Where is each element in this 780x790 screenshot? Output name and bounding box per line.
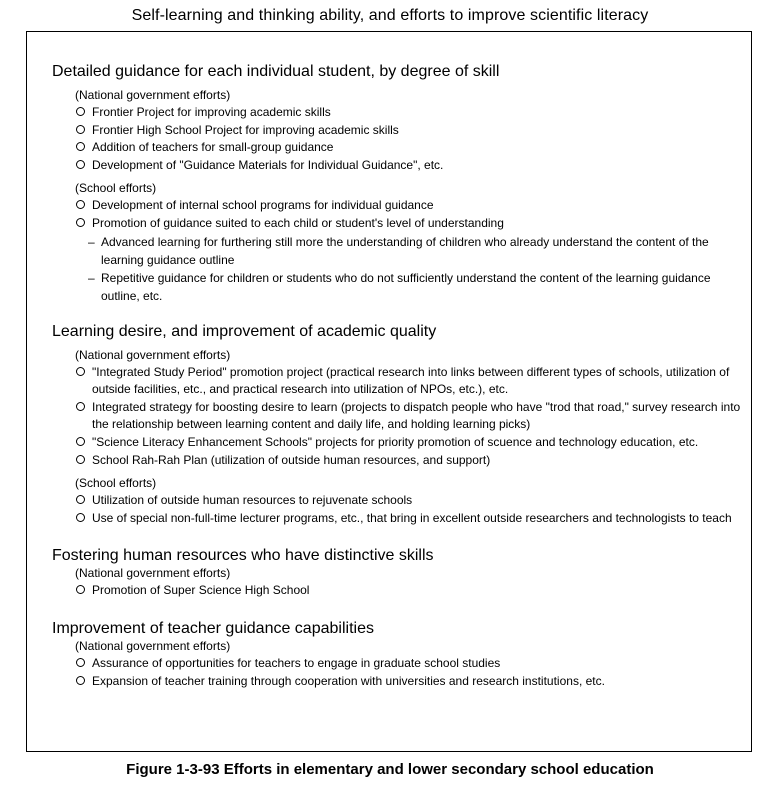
list-item: Addition of teachers for small-group guidance (52, 139, 752, 157)
section-heading: Fostering human resources who have distinctive skills (52, 547, 434, 565)
section-human-resources (52, 547, 752, 600)
circle-bullet-icon (76, 513, 85, 522)
circle-bullet-icon (76, 437, 85, 446)
list-item: Expansion of teacher training through cooperation with universities and research institutions, etc. (52, 673, 752, 691)
sub-list-item: – Repetitive guidance for children or students who do not sufficiently understand the content of the learning guidance outline, etc. (88, 270, 711, 303)
dash-bullet-icon: – (88, 270, 95, 285)
section-teacher-guidance (52, 620, 752, 690)
circle-bullet-icon (76, 200, 85, 209)
circle-bullet-icon (76, 107, 85, 116)
circle-bullet-icon (76, 160, 85, 169)
list-item: "Integrated Study Period" promotion project (practical research into links between different types of schools, utilization of outside facilities, etc., and practical research into utilization of NPOs, etc.), etc. (52, 364, 752, 399)
section-heading: Improvement of teacher guidance capabilities (52, 619, 374, 637)
group-label: (School efforts) (75, 181, 157, 196)
group-label: (National government efforts) (75, 566, 231, 581)
list-item: Frontier High School Project for improving academic skills (52, 122, 752, 140)
group-label: (National government efforts) (75, 638, 231, 653)
list-item: "Science Literacy Enhancement Schools" projects for priority promotion of scuence and technology education, etc. (52, 434, 752, 452)
section-skill-guidance (52, 63, 752, 305)
list-item: Promotion of Super Science High School (52, 582, 752, 600)
content (52, 63, 752, 690)
circle-bullet-icon (76, 495, 85, 504)
list-item: School Rah-Rah Plan (utilization of outside human resources, and support) (52, 452, 752, 470)
list-item: Development of internal school programs for individual guidance (52, 197, 752, 215)
section-learning-desire (52, 323, 752, 528)
list-item: Frontier Project for improving academic skills (52, 104, 752, 122)
circle-bullet-icon (76, 142, 85, 151)
group-label: (School efforts) (75, 476, 157, 491)
circle-bullet-icon (76, 658, 85, 667)
list-item: Assurance of opportunities for teachers to engage in graduate school studies (52, 655, 752, 673)
circle-bullet-icon (76, 402, 85, 411)
sub-list-item: – Advanced learning for furthering still more the understanding of children who already understand the content of the learning guidance outline (88, 234, 709, 267)
circle-bullet-icon (76, 218, 85, 227)
list-item: Utilization of outside human resources to rejuvenate schools (52, 492, 752, 510)
figure-title: Self-learning and thinking ability, and efforts to improve scientific literacy (131, 7, 649, 24)
list-item: Integrated strategy for boosting desire to learn (projects to dispatch people who have "trod that road," survey research into the relationship between learning content and daily life, and holding learning picks) (52, 399, 752, 434)
circle-bullet-icon (76, 367, 85, 376)
circle-bullet-icon (76, 125, 85, 134)
group-label: (National government efforts) (75, 347, 231, 362)
circle-bullet-icon (76, 585, 85, 594)
section-heading: Learning desire, and improvement of academic quality (52, 322, 437, 340)
circle-bullet-icon (76, 676, 85, 685)
list-item: Use of special non-full-time lecturer programs, etc., that bring in excellent outside researchers and technologists to teach (52, 510, 752, 528)
section-heading: Detailed guidance for each individual student, by degree of skill (52, 63, 500, 80)
figure-caption: Figure 1-3-93 Efforts in elementary and lower secondary school education (126, 761, 654, 778)
dash-bullet-icon: – (88, 234, 95, 249)
list-item: Development of "Guidance Materials for Individual Guidance", etc. (52, 157, 752, 175)
list-item: Promotion of guidance suited to each child or student's level of understanding (52, 215, 752, 233)
group-label: (National government efforts) (75, 88, 231, 102)
circle-bullet-icon (76, 455, 85, 464)
